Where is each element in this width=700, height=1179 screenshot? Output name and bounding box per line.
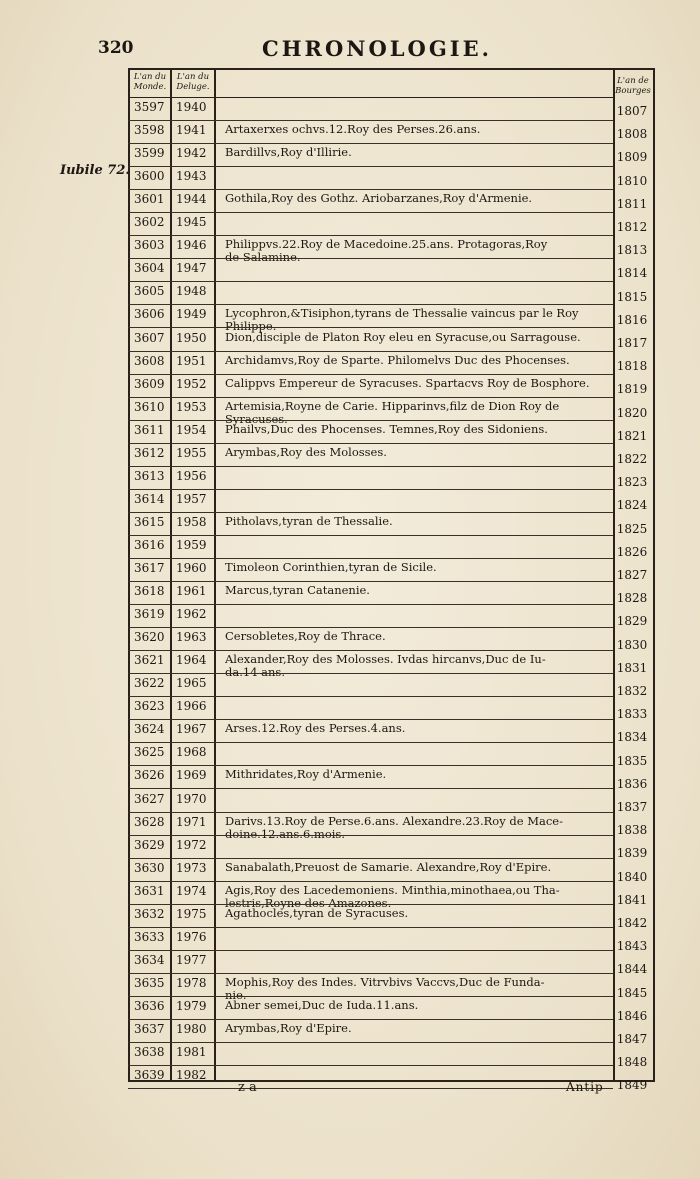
table-row bbox=[128, 467, 613, 490]
event-text: Archidamvs,Roy de Sparte. Philomelvs Duc des Phocenses. bbox=[225, 353, 570, 367]
year-bourges: 1825 bbox=[616, 521, 648, 536]
year-monde: 3629 bbox=[134, 837, 165, 852]
year-deluge: 1951 bbox=[176, 353, 207, 368]
year-bourges: 1826 bbox=[616, 544, 648, 559]
header-bourges: L'an de Bourges bbox=[615, 76, 651, 96]
table-row bbox=[128, 766, 613, 789]
year-deluge: 1954 bbox=[176, 422, 207, 437]
year-bourges: 1848 bbox=[616, 1055, 648, 1070]
table-row bbox=[128, 813, 613, 841]
year-deluge: 1974 bbox=[176, 883, 207, 898]
year-bourges: 1823 bbox=[616, 475, 648, 490]
table-row bbox=[128, 190, 613, 213]
table-row bbox=[128, 582, 613, 605]
year-bourges: 1844 bbox=[616, 962, 648, 977]
year-deluge: 1940 bbox=[176, 100, 207, 114]
year-deluge: 1981 bbox=[176, 1045, 207, 1060]
year-monde: 3615 bbox=[134, 514, 165, 529]
table-row bbox=[128, 1043, 613, 1066]
year-monde: 3614 bbox=[134, 491, 165, 506]
event-text: Cersobletes,Roy de Thrace. bbox=[225, 630, 386, 644]
year-bourges: 1810 bbox=[616, 173, 648, 188]
table-row bbox=[128, 121, 613, 144]
year-deluge: 1962 bbox=[176, 607, 207, 622]
table-row bbox=[128, 836, 613, 859]
year-deluge: 1947 bbox=[176, 261, 207, 276]
year-bourges: 1815 bbox=[616, 289, 648, 304]
event-text: Calippvs Empereur de Syracuses. Spartacvs Roy de Bosphore. bbox=[225, 376, 590, 390]
year-monde: 3604 bbox=[134, 261, 165, 276]
event-text: Arses.12.Roy des Perses.4.ans. bbox=[225, 722, 406, 736]
table-row bbox=[128, 213, 613, 236]
year-deluge: 1972 bbox=[176, 837, 207, 852]
event-text: Abner semei,Duc de Iuda.11.ans. bbox=[225, 998, 419, 1012]
year-deluge: 1956 bbox=[176, 468, 207, 483]
year-deluge: 1944 bbox=[176, 192, 207, 207]
event-text: Alexander,Roy des Molosses. Ivdas hircanvs,Duc de Iu- da.14 ans. bbox=[225, 653, 546, 680]
year-bourges: 1816 bbox=[616, 312, 648, 327]
year-bourges: 1831 bbox=[616, 660, 648, 675]
year-deluge: 1946 bbox=[176, 238, 207, 253]
year-deluge: 1963 bbox=[176, 630, 207, 645]
year-monde: 3626 bbox=[134, 768, 165, 783]
year-monde: 3619 bbox=[134, 607, 165, 622]
year-monde: 3598 bbox=[134, 123, 165, 138]
table-row bbox=[128, 559, 613, 582]
table-row bbox=[128, 859, 613, 882]
year-monde: 3617 bbox=[134, 561, 165, 575]
year-bourges: 1811 bbox=[616, 196, 648, 211]
year-monde: 3625 bbox=[134, 745, 165, 760]
year-bourges: 1847 bbox=[616, 1032, 648, 1046]
event-text: Timoleon Corinthien,tyran de Sicile. bbox=[225, 561, 437, 574]
event-text: Darivs.13.Roy de Perse.6.ans. Alexandre.23.Roy de Mace- doine.12.ans.6.mois. bbox=[225, 814, 563, 841]
event-text: Agis,Roy des Lacedemoniens. Minthia,minothaea,ou Tha- lestris,Royne des Amazones. bbox=[225, 883, 560, 910]
table-row bbox=[128, 536, 613, 559]
table-row bbox=[128, 282, 613, 305]
year-monde: 3623 bbox=[134, 699, 165, 714]
header-monde: L'an du Monde. bbox=[133, 72, 167, 92]
table-row bbox=[128, 697, 613, 720]
year-deluge: 1964 bbox=[176, 653, 207, 668]
year-bourges: 1809 bbox=[616, 150, 648, 165]
year-monde: 3638 bbox=[134, 1045, 165, 1060]
year-deluge: 1953 bbox=[176, 399, 207, 414]
event-text: Artaxerxes ochvs.12.Roy des Perses.26.ans. bbox=[225, 123, 481, 137]
year-monde: 3616 bbox=[134, 537, 165, 552]
year-bourges: 1841 bbox=[616, 892, 648, 907]
year-deluge: 1965 bbox=[176, 676, 207, 691]
year-bourges: 1822 bbox=[616, 452, 648, 466]
table-row bbox=[128, 259, 613, 282]
year-monde: 3637 bbox=[134, 1022, 165, 1036]
table-row bbox=[128, 352, 613, 375]
year-bourges: 1832 bbox=[616, 684, 648, 698]
year-bourges: 1836 bbox=[616, 776, 648, 791]
year-bourges: 1820 bbox=[616, 405, 648, 420]
year-bourges: 1842 bbox=[616, 916, 648, 930]
table-row bbox=[128, 421, 613, 444]
event-text: Arymbas,Roy des Molosses. bbox=[225, 445, 387, 459]
table-row bbox=[128, 1020, 613, 1043]
running-head: CHRONOLOGIE. bbox=[262, 36, 492, 61]
year-deluge: 1952 bbox=[176, 376, 207, 391]
table-row bbox=[128, 490, 613, 513]
year-monde: 3612 bbox=[134, 445, 165, 460]
year-deluge: 1957 bbox=[176, 491, 207, 506]
year-deluge: 1976 bbox=[176, 929, 207, 944]
year-monde: 3628 bbox=[134, 814, 165, 829]
table-row bbox=[128, 905, 613, 928]
year-monde: 3605 bbox=[134, 284, 165, 299]
table-row bbox=[128, 928, 613, 951]
year-deluge: 1973 bbox=[176, 860, 207, 875]
year-monde: 3621 bbox=[134, 653, 165, 668]
year-deluge: 1955 bbox=[176, 445, 207, 460]
year-bourges: 1840 bbox=[616, 869, 648, 884]
table-row bbox=[128, 651, 613, 680]
event-text: Lycophron,&Tisiphon,tyrans de Thessalie vaincus par le Roy Philippe. bbox=[225, 307, 579, 334]
year-monde: 3630 bbox=[134, 860, 165, 875]
year-bourges: 1834 bbox=[616, 730, 648, 745]
year-deluge: 1950 bbox=[176, 330, 207, 345]
year-monde: 3633 bbox=[134, 929, 165, 944]
year-deluge: 1958 bbox=[176, 514, 207, 529]
year-monde: 3620 bbox=[134, 630, 165, 645]
header-deluge: L'an du Deluge. bbox=[176, 72, 210, 92]
year-monde: 3618 bbox=[134, 584, 165, 599]
year-deluge: 1948 bbox=[176, 284, 207, 299]
event-text: Marcus,tyran Catanenie. bbox=[225, 584, 370, 598]
event-text: Artemisia,Royne de Carie. Hipparinvs,filz de Dion Roy de Syracuses. bbox=[225, 399, 560, 426]
year-deluge: 1949 bbox=[176, 307, 207, 322]
year-deluge: 1945 bbox=[176, 215, 207, 230]
year-deluge: 1977 bbox=[176, 952, 207, 967]
event-text: Arymbas,Roy d'Epire. bbox=[225, 1022, 352, 1035]
table-row bbox=[128, 674, 613, 697]
year-bourges: 1813 bbox=[616, 243, 648, 258]
table-row bbox=[128, 236, 613, 265]
event-text: Mithridates,Roy d'Armenie. bbox=[225, 768, 387, 782]
year-monde: 3631 bbox=[134, 883, 165, 898]
event-text: Pitholavs,tyran de Thessalie. bbox=[225, 514, 393, 528]
event-text: Sanabalath,Preuost de Samarie. Alexandre,Roy d'Epire. bbox=[225, 860, 552, 874]
year-deluge: 1967 bbox=[176, 722, 207, 737]
table-row bbox=[128, 974, 613, 1002]
year-deluge: 1941 bbox=[176, 123, 207, 138]
year-deluge: 1942 bbox=[176, 146, 207, 161]
year-deluge: 1959 bbox=[176, 537, 207, 552]
year-monde: 3636 bbox=[134, 998, 165, 1013]
year-bourges: 1846 bbox=[616, 1008, 648, 1023]
year-monde: 3600 bbox=[134, 169, 165, 184]
year-bourges: 1827 bbox=[616, 568, 648, 582]
year-monde: 3624 bbox=[134, 722, 165, 737]
year-monde: 3632 bbox=[134, 906, 165, 921]
year-bourges: 1824 bbox=[616, 498, 648, 513]
year-monde: 3611 bbox=[134, 422, 165, 437]
year-bourges: 1814 bbox=[616, 266, 648, 281]
year-deluge: 1975 bbox=[176, 906, 207, 921]
year-monde: 3607 bbox=[134, 330, 165, 345]
table-row bbox=[128, 375, 613, 398]
year-monde: 3601 bbox=[134, 192, 165, 207]
year-bourges: 1817 bbox=[616, 336, 648, 350]
table-row bbox=[128, 305, 613, 334]
year-bourges: 1807 bbox=[616, 104, 648, 118]
year-deluge: 1961 bbox=[176, 584, 207, 599]
margin-note: Iubile 72. bbox=[60, 163, 130, 178]
year-deluge: 1968 bbox=[176, 745, 207, 760]
table-row bbox=[128, 628, 613, 651]
year-deluge: 1969 bbox=[176, 768, 207, 783]
year-bourges: 1838 bbox=[616, 823, 648, 838]
year-deluge: 1943 bbox=[176, 169, 207, 184]
event-text: Dion,disciple de Platon Roy eleu en Syracuse,ou Sarragouse. bbox=[225, 330, 581, 344]
year-bourges: 1845 bbox=[616, 985, 648, 1000]
year-monde: 3634 bbox=[134, 952, 165, 967]
table-row bbox=[128, 882, 613, 910]
year-bourges: 1828 bbox=[616, 591, 648, 606]
year-bourges: 1812 bbox=[616, 220, 648, 234]
table-row bbox=[128, 513, 613, 536]
year-bourges: 1839 bbox=[616, 846, 648, 861]
year-monde: 3602 bbox=[134, 215, 165, 230]
year-monde: 3606 bbox=[134, 307, 165, 322]
event-text: Mophis,Roy des Indes. Vitrvbivs Vaccvs,Duc de Funda- nie. bbox=[225, 975, 545, 1002]
table-row bbox=[128, 720, 613, 743]
year-monde: 3639 bbox=[134, 1068, 165, 1083]
table-row bbox=[128, 98, 613, 121]
signature-mark: z a bbox=[238, 1080, 257, 1095]
year-monde: 3635 bbox=[134, 975, 165, 990]
year-bourges: 1829 bbox=[616, 614, 648, 629]
table-row bbox=[128, 790, 613, 813]
year-bourges: 1818 bbox=[616, 359, 648, 374]
year-bourges: 1835 bbox=[616, 753, 648, 768]
event-text: Gothila,Roy des Gothz. Ariobarzanes,Roy d'Armenie. bbox=[225, 192, 533, 206]
year-bourges: 1808 bbox=[616, 127, 648, 142]
year-monde: 3622 bbox=[134, 676, 165, 691]
catchword: Antip bbox=[566, 1080, 604, 1094]
table-row bbox=[128, 444, 613, 467]
year-monde: 3597 bbox=[134, 100, 165, 114]
year-bourges: 1833 bbox=[616, 707, 648, 722]
year-monde: 3599 bbox=[134, 146, 165, 161]
year-monde: 3609 bbox=[134, 376, 165, 391]
year-bourges: 1819 bbox=[616, 382, 648, 397]
year-deluge: 1970 bbox=[176, 791, 207, 806]
year-bourges: 1849 bbox=[616, 1078, 648, 1093]
table-row bbox=[128, 1066, 613, 1089]
table-row bbox=[128, 951, 613, 974]
year-deluge: 1980 bbox=[176, 1022, 207, 1036]
table-row bbox=[128, 329, 613, 352]
year-bourges: 1837 bbox=[616, 800, 648, 814]
year-bourges: 1830 bbox=[616, 637, 648, 652]
year-deluge: 1978 bbox=[176, 975, 207, 990]
year-monde: 3613 bbox=[134, 468, 165, 483]
event-text: Philippvs.22.Roy de Macedoine.25.ans. Protagoras,Roy de Salamine. bbox=[225, 238, 548, 265]
year-deluge: 1960 bbox=[176, 561, 207, 575]
year-monde: 3603 bbox=[134, 238, 165, 253]
table-row bbox=[128, 144, 613, 167]
year-monde: 3627 bbox=[134, 791, 165, 806]
year-monde: 3610 bbox=[134, 399, 165, 414]
table-row bbox=[128, 743, 613, 766]
table-row bbox=[128, 997, 613, 1020]
event-text: Bardillvs,Roy d'Illirie. bbox=[225, 146, 352, 160]
table-row bbox=[128, 398, 613, 426]
year-bourges: 1821 bbox=[616, 428, 648, 443]
year-deluge: 1979 bbox=[176, 998, 207, 1013]
event-text: Agathocles,tyran de Syracuses. bbox=[225, 906, 409, 920]
table-row bbox=[128, 167, 613, 190]
page-number: 320 bbox=[98, 38, 134, 58]
year-deluge: 1966 bbox=[176, 699, 207, 714]
year-bourges: 1843 bbox=[616, 939, 648, 954]
year-deluge: 1971 bbox=[176, 814, 207, 829]
table-row bbox=[128, 605, 613, 628]
year-deluge: 1982 bbox=[176, 1068, 207, 1083]
year-monde: 3608 bbox=[134, 353, 165, 368]
event-text: Phailvs,Duc des Phocenses. Temnes,Roy des Sidoniens. bbox=[225, 422, 548, 436]
